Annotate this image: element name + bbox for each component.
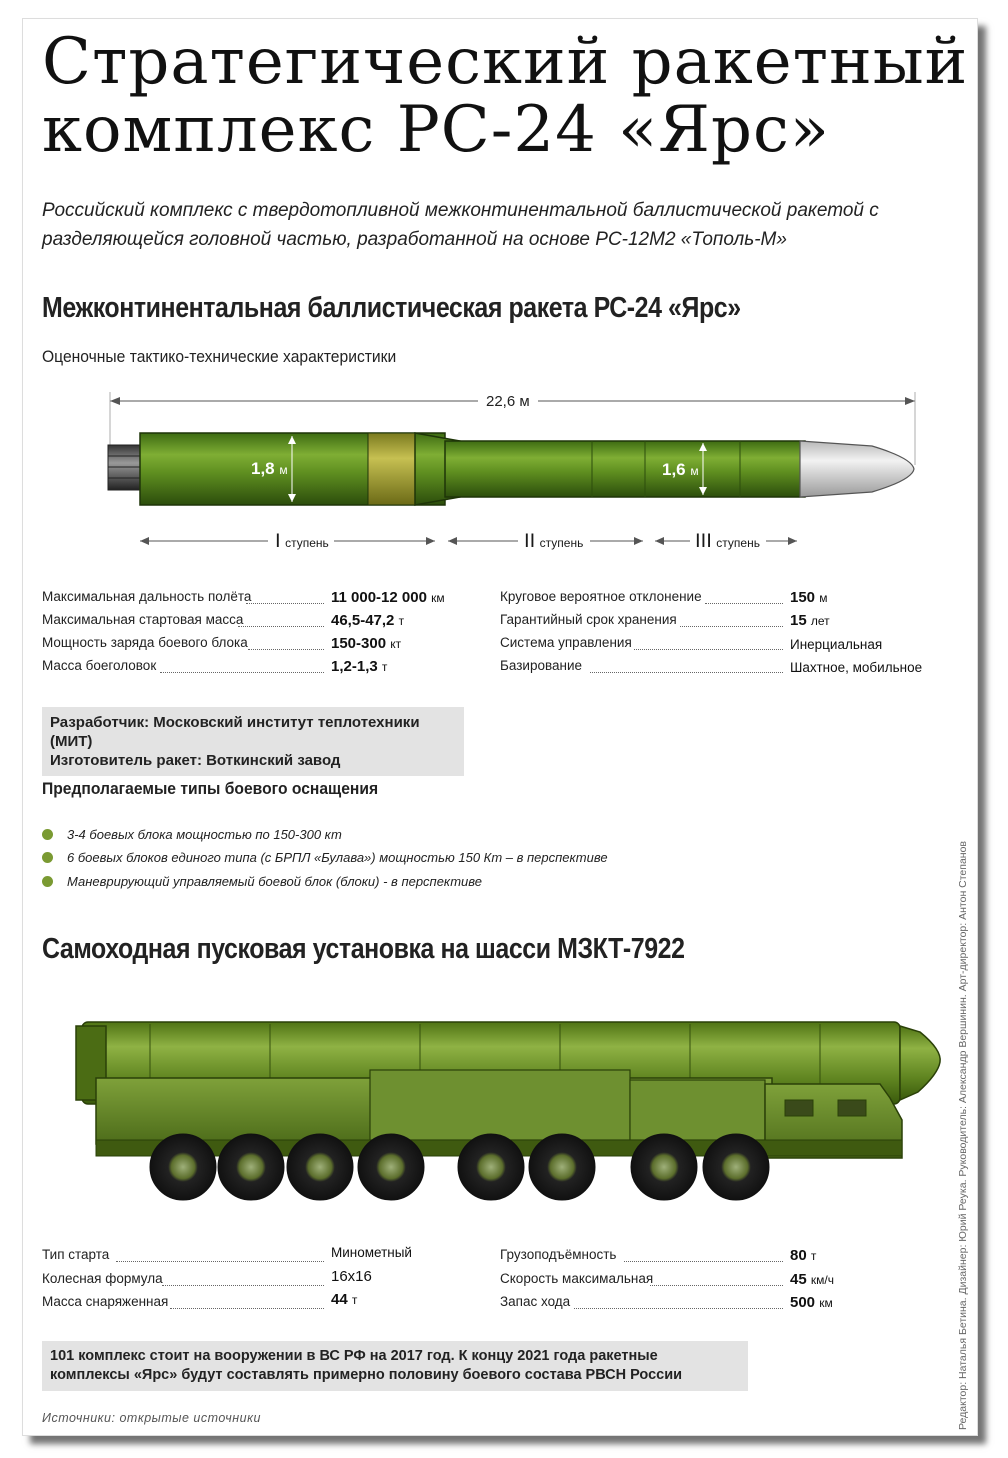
spec-label: Гарантийный срок хранения [500, 612, 677, 627]
bullet-icon [42, 876, 53, 887]
spec-label: Запас хода [500, 1294, 571, 1309]
page-title: Стратегический ракетный комплекс РС-24 «Ярс» [42, 25, 969, 167]
developer-text: Разработчик: Московский институт теплотехники (МИТ) [50, 714, 420, 750]
list-item: 6 боевых блоков единого типа (с БРПЛ «Булава») мощностью 150 Кт – в перспективе [42, 850, 608, 865]
dot-leader [160, 672, 324, 673]
dot-leader [246, 603, 324, 604]
dot-leader [116, 1261, 324, 1262]
diameter-1-label: 1,8 м [251, 459, 288, 478]
spec-value: Минометный [331, 1245, 412, 1260]
list-item: 3-4 боевых блока мощностью по 150-300 кт [42, 827, 342, 842]
spec-value: 150 м [790, 589, 828, 606]
spec-value: 500 км [790, 1294, 833, 1311]
stage-2-label: II ступень [524, 530, 584, 552]
dot-leader [634, 649, 783, 650]
manufacturer-text: Изготовитель ракет: Воткинский завод [50, 752, 341, 769]
dot-leader [650, 1285, 783, 1286]
spec-label: Максимальная стартовая масса [42, 612, 244, 627]
spec-value: 11 000-12 000 км [331, 589, 445, 606]
developer-box [42, 707, 464, 776]
spec-value: 1,2-1,3 т [331, 658, 388, 675]
spec-value: 150-300 кт [331, 635, 402, 652]
spec-label: Скорость максимальная [500, 1271, 654, 1286]
launcher-truck-illustration [0, 1010, 1008, 1205]
dot-leader [680, 626, 783, 627]
spec-label: Максимальная дальность полёта [42, 589, 252, 604]
warheads-heading: Предполагаемые типы боевого оснащения [42, 779, 379, 798]
deployment-note: 101 комплекс стоит на вооружении в ВС РФ на 2017 год. К концу 2021 года ракетные комплексы «Ярс» будут составлять примерно половину боевого состава РВСН России [42, 1341, 748, 1391]
spec-label: Мощность заряда боевого блока [42, 635, 248, 650]
list-item: Маневрирующий управляемый боевой блок (блоки) - в перспективе [42, 874, 482, 889]
spec-label: Система управления [500, 635, 632, 650]
spec-label: Грузоподъёмность [500, 1247, 617, 1262]
diameter-2-label: 1,6 м [662, 460, 699, 479]
dot-leader [170, 1308, 324, 1309]
dot-leader [238, 626, 324, 627]
spec-label: Масса боеголовок [42, 658, 157, 673]
sources-text: Источники: открытые источники [42, 1411, 261, 1425]
spec-label: Круговое вероятное отклонение [500, 589, 702, 604]
spec-value: 46,5-47,2 т [331, 612, 405, 629]
spec-label: Тип старта [42, 1247, 110, 1262]
dot-leader [162, 1285, 324, 1286]
spec-value: 45 км/ч [790, 1271, 834, 1288]
spec-value: 80 т [790, 1247, 817, 1264]
bullet-icon [42, 852, 53, 863]
dot-leader [705, 603, 783, 604]
spec-label: Масса снаряженная [42, 1294, 169, 1309]
stage-1-label: I ступень [275, 530, 329, 552]
dot-leader [574, 1308, 783, 1309]
spec-label: Базирование [500, 658, 582, 673]
spec-value: Инерциальная [790, 637, 883, 652]
missile-specs-subheading: Оценочные тактико-технические характеристики [42, 347, 397, 366]
length-label: 22,6 м [486, 393, 530, 410]
spec-value: 44 т [331, 1291, 358, 1308]
launcher-section-heading: Самоходная пусковая установка на шасси МЗКТ-7922 [42, 933, 685, 965]
dot-leader [590, 672, 783, 673]
spec-label: Колесная формула [42, 1271, 163, 1286]
spec-value: 15 лет [790, 612, 830, 629]
bullet-icon [42, 829, 53, 840]
spec-value: Шахтное, мобильное [790, 660, 923, 675]
spec-value: 16x16 [331, 1268, 372, 1285]
dot-leader [248, 649, 324, 650]
lead-paragraph: Российский комплекс с твердотопливной межконтинентальной баллистической ракетой с разделяющейся головной частью, разработанной на основе РС-12М2 «Тополь-М» [42, 200, 879, 250]
credits-text: Редактор: Наталья Бетина. Дизайнер: Юрий Реука. Руководитель: Александр Вершинин. Арт-директор: Антон Степанов [957, 840, 969, 1430]
dot-leader [624, 1261, 783, 1262]
missile-section-heading: Межконтинентальная баллистическая ракета РС-24 «Ярс» [42, 292, 741, 324]
stage-3-label: III ступень [695, 530, 760, 552]
